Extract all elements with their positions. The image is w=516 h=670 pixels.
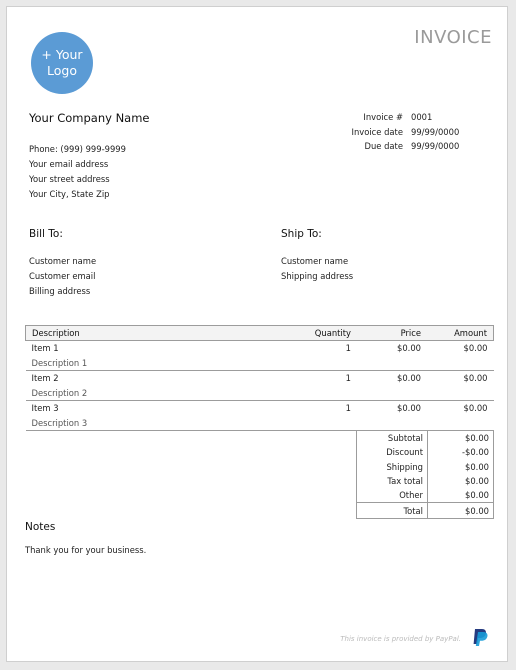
ship-to-title: Ship To: xyxy=(281,228,322,240)
header-quantity: Quantity xyxy=(275,326,357,341)
company-name: Your Company Name xyxy=(29,111,150,125)
logo-placeholder[interactable] xyxy=(31,32,93,94)
notes-title: Notes xyxy=(25,521,56,533)
paypal-icon xyxy=(470,627,490,647)
meta-row-due-date xyxy=(309,139,471,154)
meta-row-invoice-number xyxy=(309,110,471,125)
totals-value: $0.00 xyxy=(428,431,494,445)
item-amount: $0.00 xyxy=(463,373,488,384)
meta-value: 0001 xyxy=(411,112,433,122)
footer-text: This invoice is provided by PayPal. xyxy=(340,635,461,643)
totals-label: Discount xyxy=(357,445,428,459)
totals-table xyxy=(356,431,494,519)
meta-row-invoice-date xyxy=(309,125,471,140)
bill-to-block xyxy=(29,254,96,299)
company-email: Your email address xyxy=(29,159,109,169)
items-table xyxy=(25,325,494,431)
totals-label: Shipping xyxy=(357,460,428,474)
notes-text: Thank you for your business. xyxy=(25,545,147,555)
invoice-page xyxy=(6,6,508,662)
item-price: $0.00 xyxy=(397,343,421,354)
table-row-description xyxy=(26,356,494,371)
totals-row-total xyxy=(357,503,494,518)
header-price: Price xyxy=(357,326,427,341)
items-header-row xyxy=(26,326,494,341)
item-name: Item 3 xyxy=(31,403,59,414)
totals-row-tax xyxy=(357,474,494,488)
ship-to-block xyxy=(281,254,353,284)
item-price: $0.00 xyxy=(397,373,421,384)
bill-to-email: Customer email xyxy=(29,271,96,281)
company-details xyxy=(29,142,126,202)
totals-row-shipping xyxy=(357,460,494,474)
totals-label: Tax total xyxy=(357,474,428,488)
totals-label: Total xyxy=(357,503,428,518)
item-description: Description 3 xyxy=(26,416,494,431)
meta-label: Invoice date xyxy=(351,126,403,137)
item-description: Description 2 xyxy=(26,386,494,401)
ship-to-name: Customer name xyxy=(281,256,349,266)
table-row xyxy=(26,401,494,416)
item-quantity: 1 xyxy=(345,403,351,414)
company-street: Your street address xyxy=(29,174,110,184)
meta-value: 99/99/0000 xyxy=(411,141,460,151)
invoice-meta xyxy=(309,110,471,154)
table-row xyxy=(26,371,494,386)
bill-to-address: Billing address xyxy=(29,286,91,296)
item-amount: $0.00 xyxy=(463,403,488,414)
totals-row-discount xyxy=(357,445,494,459)
totals-label: Subtotal xyxy=(357,431,428,445)
company-phone: Phone: (999) 999-9999 xyxy=(29,144,126,154)
totals-value: $0.00 xyxy=(428,460,494,474)
table-row-description xyxy=(26,416,494,431)
meta-value: 99/99/0000 xyxy=(411,126,460,137)
totals-label: Other xyxy=(357,488,428,503)
totals-value: $0.00 xyxy=(428,503,494,518)
header-description: Description xyxy=(26,326,276,341)
meta-label: Invoice # xyxy=(363,112,403,122)
logo-text: + Your Logo xyxy=(41,47,83,78)
totals-row-subtotal xyxy=(357,431,494,445)
bill-to-name: Customer name xyxy=(29,256,97,266)
ship-to-address: Shipping address xyxy=(281,271,354,281)
meta-label: Due date xyxy=(364,141,403,151)
table-row-description xyxy=(26,386,494,401)
company-city: Your City, State Zip xyxy=(29,189,110,199)
invoice-title: INVOICE xyxy=(414,27,492,48)
table-row xyxy=(26,341,494,356)
totals-value: $0.00 xyxy=(428,488,494,503)
item-price: $0.00 xyxy=(397,403,421,414)
item-quantity: 1 xyxy=(345,343,351,354)
item-quantity: 1 xyxy=(345,373,351,384)
item-name: Item 1 xyxy=(31,343,59,354)
totals-value: -$0.00 xyxy=(428,445,494,459)
header-amount: Amount xyxy=(427,326,494,341)
item-description: Description 1 xyxy=(26,356,494,371)
item-amount: $0.00 xyxy=(463,343,488,354)
bill-to-title: Bill To: xyxy=(29,228,63,240)
totals-value: $0.00 xyxy=(428,474,494,488)
item-name: Item 2 xyxy=(31,373,59,384)
totals-row-other xyxy=(357,488,494,503)
